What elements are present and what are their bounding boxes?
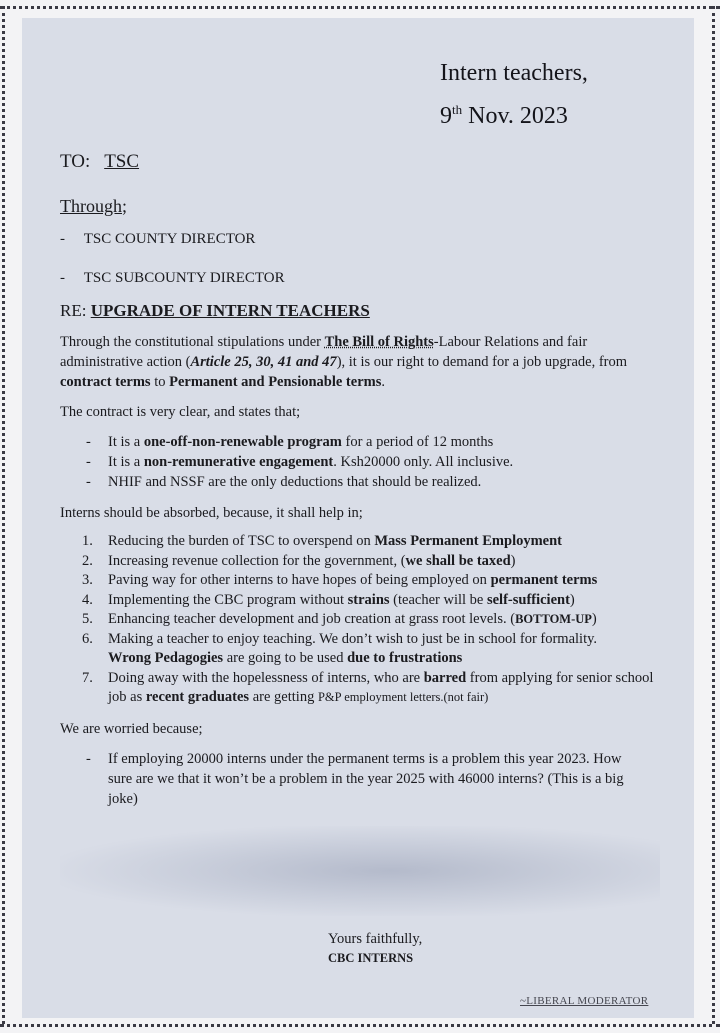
list-item <box>60 669 670 708</box>
dotted-border-right <box>712 6 715 1024</box>
letter-page <box>22 18 694 1018</box>
re-subject: UPGRADE OF INTERN TEACHERS <box>90 301 370 320</box>
list-item <box>60 630 670 669</box>
list-item <box>60 571 670 591</box>
dotted-border-bottom <box>0 1024 720 1027</box>
through-colon: ; <box>122 196 128 216</box>
to-row <box>60 151 139 173</box>
reason-0-b: Mass Permanent Employment <box>374 533 563 549</box>
p1-i: . <box>381 374 385 390</box>
through-item-subcounty: TSC SUBCOUNTY DIRECTOR <box>83 270 285 286</box>
through-item: - TSC COUNTY DIRECTOR <box>60 231 256 247</box>
contract-2-pre: NHIF and NSSF are the only deductions that should be realized. <box>108 474 482 490</box>
reason-6-a: Doing away with the hopelessness of interns, who are <box>108 669 424 686</box>
to-value: TSC <box>104 151 140 172</box>
contract-1-post: . Ksh20000 only. All inclusive. <box>333 454 514 470</box>
list-item <box>60 532 670 552</box>
reason-4-b: BOTTOM-UP <box>515 612 592 626</box>
reason-number: 3. <box>82 572 93 588</box>
reason-4-c: ) <box>591 611 597 627</box>
closing-text: Yours faithfully, <box>328 931 423 947</box>
sender-line: Intern teachers, <box>440 60 588 86</box>
p1-a: Through the constitutional stipulations under <box>60 334 325 350</box>
reason-5-c: are going to be used <box>223 650 348 666</box>
through-item: - TSC SUBCOUNTY DIRECTOR <box>60 270 285 286</box>
through-item-county: TSC COUNTY DIRECTOR <box>83 231 256 247</box>
reasons-list <box>60 532 670 708</box>
reason-2-b: permanent terms <box>490 572 598 588</box>
reason-1-b: we shall be taxed <box>405 552 511 569</box>
list-item <box>60 610 670 630</box>
reason-5-b: Wrong Pedagogies <box>108 650 224 666</box>
moderator-tag: ~LIBERAL MODERATOR <box>520 995 649 1007</box>
through-word: Through <box>60 196 122 216</box>
reason-3-b: strains <box>347 591 390 608</box>
dotted-border-top <box>0 6 720 9</box>
articles: Article 25, 30, 41 and 47 <box>190 354 337 370</box>
contract-0-bold: one-off-non-renewable program <box>143 434 342 450</box>
reason-1-a: Increasing revenue collection for the government, ( <box>108 552 406 569</box>
reason-number: 1. <box>82 533 93 549</box>
contract-list <box>60 432 660 492</box>
reason-5-a: Making a teacher to enjoy teaching. We don’t wish to just be in school for formality. <box>108 630 598 647</box>
list-item <box>60 552 670 572</box>
date-rest: Nov. 2023 <box>462 103 568 129</box>
date-line <box>440 102 568 130</box>
permanent-terms: Permanent and Pensionable terms <box>169 374 382 390</box>
reason-6-e: are getting <box>249 689 318 705</box>
paragraph-worried: We are worried because; <box>60 721 203 737</box>
through-label <box>60 196 127 217</box>
re-label: RE: <box>60 301 87 320</box>
reason-4-a: Enhancing teacher development and job creation at grass root levels. ( <box>108 611 516 627</box>
list-item <box>60 452 660 472</box>
reason-number: 6. <box>82 630 93 647</box>
worry-list <box>60 749 640 809</box>
reason-2-a: Paving way for other interns to have hopes of being employed on <box>108 572 491 588</box>
reason-number: 5. <box>82 611 93 627</box>
subject-line <box>60 301 370 321</box>
reason-1-c: ) <box>510 552 516 569</box>
reason-6-b: barred <box>423 669 467 686</box>
list-item <box>60 472 660 492</box>
reason-3-d: self-sufficient <box>486 591 570 608</box>
p1-g: to <box>150 374 170 390</box>
contract-terms: contract terms <box>60 374 151 390</box>
reason-3-e: ) <box>569 591 575 608</box>
contract-1-bold: non-remunerative engagement <box>143 454 334 470</box>
dotted-border-left <box>2 6 5 1024</box>
reason-0-a: Reducing the burden of TSC to overspend on <box>108 533 375 549</box>
date-suffix: th <box>452 102 463 117</box>
date-day: 9 <box>440 103 452 129</box>
p1-c: -Labour Relations and fair administrative action ( <box>60 334 588 370</box>
closing-block <box>328 930 422 968</box>
reason-3-c: (teacher will be <box>389 591 487 608</box>
contract-1-pre: It is a <box>108 454 144 470</box>
reason-number: 4. <box>82 591 93 608</box>
contract-0-post: for a period of 12 months <box>341 434 494 450</box>
blurred-redaction <box>60 826 660 916</box>
p1-e: ), it is our right to demand for a job upgrade, from <box>336 354 628 370</box>
reason-6-f: P&P employment letters.(not fair) <box>317 690 489 704</box>
reason-number: 7. <box>82 669 93 686</box>
reason-6-d: recent graduates <box>145 689 250 705</box>
signature: CBC INTERNS <box>328 951 414 965</box>
paragraph-rights <box>60 332 660 392</box>
paragraph-contract-intro: The contract is very clear, and states that; <box>60 404 301 420</box>
reason-6-c: from applying for senior school job as <box>108 669 654 705</box>
paragraph-absorb-intro: Interns should be absorbed, because, it shall help in; <box>60 505 363 521</box>
to-label: TO: <box>60 151 91 172</box>
list-item <box>60 432 660 452</box>
list-item: - If employing 20000 interns under the permanent terms is a problem this year 2023. How sure are we that it won’t be a problem in the year 2025 with 46000 interns? (This is a big joke) <box>60 749 640 809</box>
bill-of-rights: The Bill of Rights <box>324 334 434 350</box>
contract-0-pre: It is a <box>108 434 144 450</box>
list-item <box>60 591 670 611</box>
reason-3-a: Implementing the CBC program without <box>108 591 348 608</box>
reason-number: 2. <box>82 552 93 569</box>
reason-5-d: due to frustrations <box>347 650 463 666</box>
